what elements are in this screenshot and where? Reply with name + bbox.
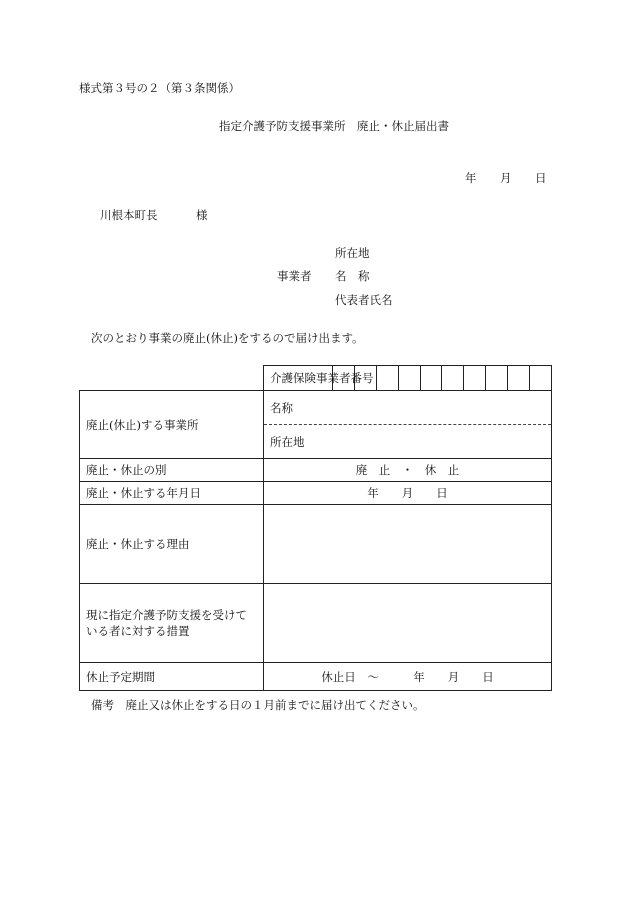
reason-field[interactable] (264, 505, 552, 584)
period-label: 休止予定期間 (80, 663, 264, 691)
insurer-number-label: 介護保険事業者番号 (264, 366, 333, 391)
date-label: 廃止・休止する年月日 (80, 482, 264, 505)
blank-cell (80, 366, 264, 391)
intro-text: 次のとおり事業の廃止(休止)をするので届け出ます。 (91, 331, 364, 345)
measures-label: 現に指定介護予防支援を受けている者に対する措置 (80, 584, 264, 663)
office-info-cell (264, 391, 552, 459)
number-digit-box[interactable] (376, 366, 398, 391)
type-row (80, 459, 552, 482)
number-digit-box[interactable] (464, 366, 486, 391)
office-label: 廃止(休止)する事業所 (80, 391, 264, 459)
number-digit-box[interactable] (508, 366, 530, 391)
office-name-label: 名称 (270, 400, 293, 415)
applicant-rep-label: 代表者氏名 (335, 293, 393, 307)
addressee-honorific: 様 (196, 208, 208, 222)
period-value[interactable]: 休止日 ～ 年 月 日 (264, 663, 552, 691)
number-digit-box[interactable] (398, 366, 420, 391)
applicant-address-label: 所在地 (335, 246, 370, 260)
form-table (79, 365, 552, 691)
type-value[interactable]: 廃 止 ・ 休 止 (264, 459, 552, 482)
measures-row (80, 584, 552, 663)
reason-label: 廃止・休止する理由 (80, 505, 264, 584)
period-row (80, 663, 552, 691)
number-digit-box[interactable] (486, 366, 508, 391)
document-title: 指定介護予防支援事業所 廃止・休止届出書 (219, 119, 449, 133)
reason-row (80, 505, 552, 584)
measures-field[interactable] (264, 584, 552, 663)
type-label: 廃止・休止の別 (80, 459, 264, 482)
date-month: 月 (500, 171, 512, 185)
office-name-field[interactable] (264, 391, 551, 425)
number-digit-box[interactable] (530, 366, 552, 391)
number-row (80, 366, 552, 391)
number-digit-box[interactable] (442, 366, 464, 391)
number-digit-box[interactable] (420, 366, 442, 391)
applicant-name-label: 名 称 (335, 269, 370, 283)
remarks-note: 備考 廃止又は休止をする日の１月前までに届け出てください。 (91, 698, 425, 712)
date-year: 年 (465, 171, 477, 185)
office-row (80, 391, 552, 459)
date-day: 日 (535, 171, 547, 185)
date-row (80, 482, 552, 505)
office-address-field[interactable] (264, 425, 551, 458)
applicant-label: 事業者 (277, 269, 312, 283)
addressee-name: 川根本町長 (100, 208, 158, 222)
form-number: 様式第３号の２（第３条関係） (79, 81, 240, 95)
date-value[interactable]: 年 月 日 (264, 482, 552, 505)
office-address-label: 所在地 (270, 434, 305, 449)
